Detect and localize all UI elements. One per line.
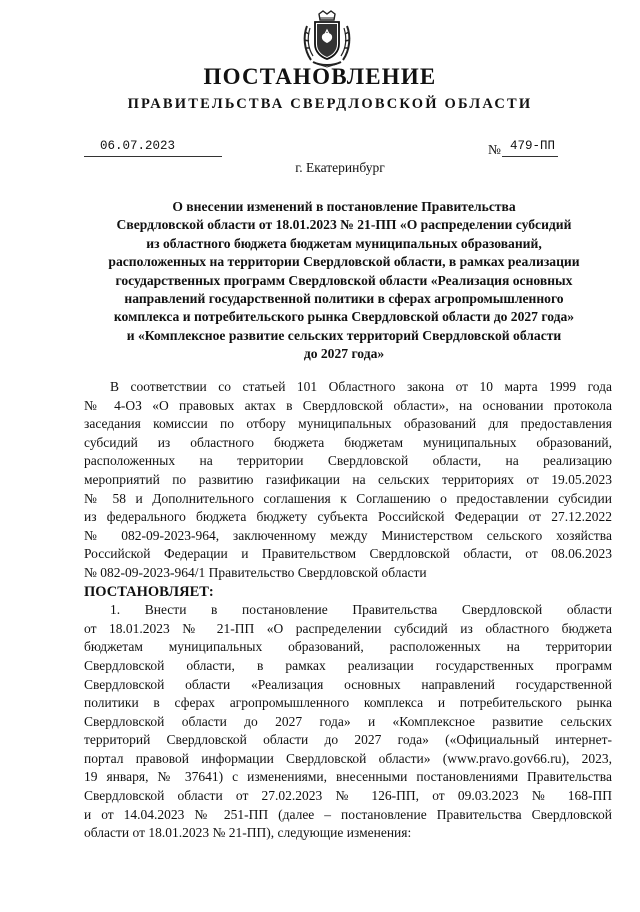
item-line: Свердловской области от 27.02.2023 № 126-ПП, от 09.03.2023 № 168-ПП: [84, 788, 612, 804]
preamble-line: субсидий из областного бюджета бюджетам муниципальных образований,: [84, 434, 612, 450]
item-line: области от 18.01.2023 № 21-ПП), следующие изменения:: [84, 825, 412, 841]
item-line: 19 января, № 37641) с изменениями, внесенными постановлениями Правительства: [84, 769, 612, 785]
preamble-line: № 082-09-2023-964, заключенному между Министерством сельского хозяйства: [84, 527, 612, 543]
title-line: расположенных на территории Свердловской области, в рамках реализации: [108, 254, 580, 270]
resolves-heading: ПОСТАНОВЛЯЕТ:: [84, 583, 214, 600]
item-line: бюджетам муниципальных образований, расположенных на территории: [84, 639, 612, 655]
issuer-heading: ПРАВИТЕЛЬСТВА СВЕРДЛОВСКОЙ ОБЛАСТИ: [127, 96, 533, 112]
item-line: Свердловской области «Реализация основных направлений государственной: [84, 676, 612, 692]
item-line: Свердловской области, в рамках реализации государственных программ: [84, 657, 612, 673]
city-line: г. Екатеринбург: [295, 160, 385, 175]
preamble-line: заседания комиссии по отбору муниципальных образований для предоставления: [84, 416, 612, 432]
preamble-line: № 58 и Дополнительного соглашения к Соглашению о предоставлении субсидии: [84, 490, 612, 506]
preamble-line: № 082-09-2023-964/1 Правительство Свердловской области: [84, 564, 427, 580]
title-line: направлений государственной политики в сферах агропромышленного: [124, 291, 564, 307]
document-title: [84, 198, 604, 364]
title-line: Свердловской области от 18.01.2023 № 21-ПП «О распределении субсидий: [116, 217, 572, 233]
item-line: и от 14.04.2023 № 251-ПП (далее – постановление Правительства Свердловской: [84, 806, 612, 822]
coat-of-arms-icon: [301, 10, 353, 68]
title-line: до 2027 года»: [303, 346, 385, 362]
document-number: 479-ПП: [510, 139, 556, 153]
document-body: [84, 378, 612, 843]
preamble-line: В соответствии со статьей 101 Областного закона от 10 марта 1999 года: [110, 379, 612, 394]
preamble-line: мероприятий по развитию газификации на сельских территориях от 19.05.2023: [84, 471, 612, 487]
item-line: от 18.01.2023 № 21-ПП «О распределении субсидий из областного бюджета: [84, 620, 612, 636]
item-line: политики в сферах агропромышленного комплекса и потребительского рынка: [84, 695, 612, 711]
title-line: государственных программ Свердловской области «Реализация основных: [115, 272, 573, 288]
item-line: Свердловской области до 2027 года» и «Комплексное развитие сельских: [84, 713, 612, 729]
title-line: и «Комплексное развитие сельских территорий Свердловской области: [126, 327, 562, 343]
document-date: 06.07.2023: [100, 139, 176, 153]
title-line: комплекса и потребительского рынка Свердловской области до 2027 года»: [113, 309, 575, 325]
title-line: О внесении изменений в постановление Правительства: [172, 199, 516, 214]
preamble-line: расположенных на территории Свердловской области, на реализацию: [84, 453, 612, 469]
preamble-line: Российской Федерации и Правительством Свердловской области, от 08.06.2023: [84, 546, 612, 562]
title-line: из областного бюджета бюджетам муниципальных образований,: [146, 235, 542, 251]
preamble-line: № 4-ОЗ «О правовых актах в Свердловской области», на основании протокола: [84, 397, 612, 413]
item-line: портал правовой информации Свердловской области» (www.pravo.gov66.ru), 2023,: [84, 750, 612, 766]
item-line: 1. Внести в постановление Правительства Свердловской области: [110, 602, 612, 618]
number-label: №: [488, 142, 501, 157]
preamble-line: из федерального бюджета бюджету субъекта Российской Федерации от 27.12.2022: [84, 509, 612, 525]
document-type-heading: ПОСТАНОВЛЕНИЕ: [203, 64, 437, 89]
item-line: территорий Свердловской области до 2027 года» («Официальный интернет-: [84, 732, 612, 748]
